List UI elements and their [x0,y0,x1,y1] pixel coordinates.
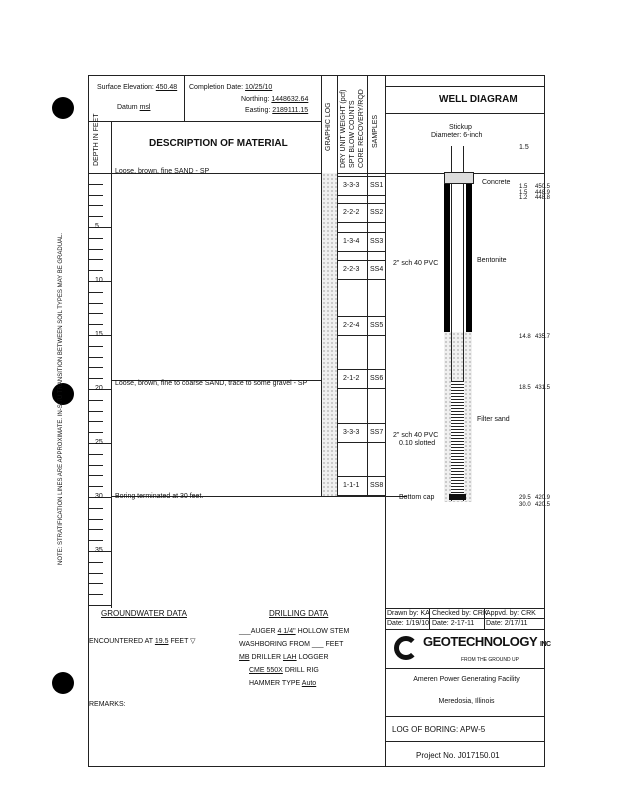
dry-unit-header: DRY UNIT WEIGHT (pcf) [340,89,347,168]
bentonite-right [466,172,472,332]
depth-tick [89,519,103,520]
sample-row [337,369,385,389]
sample-id: SS7 [370,429,384,436]
well-screen [451,381,464,496]
concrete-label: Concrete [482,179,511,186]
side-note: NOTE: STRATIFICATION LINES ARE APPROXIMATE. IN-SITU TRANSITION BETWEEN SOIL TYPES MAY BE GRADUAL. [58,232,64,565]
northing-value: 1448632.64 [271,96,309,103]
completion-date-label: Completion Date: [189,84,244,91]
logger-initials: LAH [282,654,297,661]
graphic-log-header: GRAPHIC LOG [325,102,332,151]
well-elevation: 420.5 [535,502,551,508]
depth-tick [89,421,103,422]
depth-tick [89,605,111,606]
well-depth: 29.5 [519,495,531,501]
depth-label: 25 [95,439,103,446]
sample-row [337,423,385,443]
well-stickup-label: Stickup [449,124,472,131]
washboring-label: WASHBORING FROM [239,641,310,648]
hammer-label: HAMMER TYPE [249,680,301,687]
depth-tick [89,238,103,239]
depth-tick [89,216,103,217]
company-tagline: FROM THE GROUND UP [461,657,519,663]
sample-id: SS4 [370,266,384,273]
depth-tick [89,195,103,196]
date-2: 2-17-11 [450,620,475,627]
well-depth: 30.0 [519,502,531,508]
groundwater-encountered: ENCOUNTERED AT [89,638,153,645]
remarks-label: REMARKS: [89,701,126,708]
surface-elevation-label: Surface Elevation: [97,84,154,91]
completion-date-value: 10/25/10 [245,84,273,91]
depth-header: DEPTH IN FEET [93,113,100,166]
date-label: Date: [387,620,404,627]
driller-label: DRILLER [251,654,282,661]
screen-slot-label: 0.10 slotted [399,440,436,447]
sample-id: SS2 [370,209,384,216]
punch-hole [52,97,74,119]
sample-blows: 3-3-3 [343,182,360,189]
samples-header: SAMPLES [372,114,379,148]
punch-hole [52,672,74,694]
depth-tick [89,184,103,185]
sample-blows: 3-3-3 [343,429,360,436]
logger-label: LOGGER [298,654,329,661]
depth-tick [89,357,103,358]
depth-tick [89,205,103,206]
depth-tick [89,454,103,455]
boring-log-sheet: Surface Elevation: 450.48 Datum msl Completion Date: 10/25/10 Northing: 1448632.64 Easting: 2189111.15 DEPTH IN FEET DESCRIPTION OF MATERIAL GRAPHIC LOG DRY UNIT WEIGHT (pcf) SPT BLOW COUNTS CORE RECOVERY/RQD SAMPLES WELL DIAGRAM 5 10 15 20 25 30 35 Loose, brown, fine SAND - SP Loose, brown, fine to coarse SAND, trace to some gravel - SP Boring terminated at 30 feet. 3-3-3 SS1 2-2-2 SS2 1-3-4 SS3 2-2-3 SS4 2-2-4 SS5 2-1-2 SS6 3-3-3 SS7 1-1-1 SS8 Stickup Diameter: 6-inch Concrete Bentonite 2" sch 40 PVC Filter sand 2" sch 40 PVC 0.10 slotted Bottom cap 1.5 1.5 450.5 1.5 448.9 1.2 448.8 14.8 435.7 18.5 431.5 29.5 420.9 30.0 420.5 GROUNDWATER DATA ENCOUNTERED AT 19.5 FEET ▽ DRILLING DATA ___AUGER 4 1/4" HOLLOW STEM WASHBORING FROM ___ FEET MB DRILLER LAH LOGGER CME 550X DRILL RIG HAMMER TYPE Auto REMARKS: Drawn by: KA Checked by: CRK Appvd. by: CRK Date: 1/19/10 Date: 2-17-11 Date: 2/17/11 GEOTECHNOLOGY INC FROM THE GROUND UP Ameren Power Generating Facility Meredosia, Illinois LOG OF BORING: APW-5 Project No. J017150.01 [88,75,545,767]
log-of-boring: LOG OF BORING: APW-5 [392,725,486,734]
filter-sand-label: Filter sand [477,416,510,423]
sample-blows: 2-2-2 [343,209,360,216]
groundwater-title: GROUNDWATER DATA [101,609,187,618]
spt-header: SPT BLOW COUNTS [349,100,356,168]
description-header: DESCRIPTION OF MATERIAL [149,138,288,149]
well-diameter-label: Diameter: 6-inch [431,132,483,139]
groundwater-depth: 19.5 [154,638,169,645]
datum-value: msl [139,104,151,111]
depth-tick [89,292,103,293]
well-depth: 1.5 [519,190,528,196]
sample-id: SS6 [370,375,384,382]
depth-tick [89,432,103,433]
depth-tick [89,540,103,541]
project-number: Project No. J017150.01 [416,751,500,760]
approved-by-initials: CRK [521,610,536,617]
sample-blows: 2-2-4 [343,322,360,329]
auger-prefix: AUGER [250,628,276,635]
rig-model: CME 550X [249,667,283,674]
groundwater-unit: FEET [170,638,189,645]
description-1: Loose, brown, fine SAND - SP [115,168,210,175]
depth-label: 20 [95,385,103,392]
depth-tick [89,400,103,401]
depth-label: 35 [95,547,103,554]
sample-id: SS3 [370,238,384,245]
depth-tick [89,303,103,304]
auger-size: 4 1/4" [277,628,296,635]
sample-blows: 2-2-3 [343,266,360,273]
sample-row [337,176,385,196]
checked-by-label: Checked by: [432,610,471,617]
well-depth: 14.8 [519,334,531,340]
auger-suffix: HOLLOW STEM [297,628,350,635]
depth-tick [89,583,103,584]
sample-blows: 1-1-1 [343,482,360,489]
riser-label: 2" sch 40 PVC [393,260,439,267]
depth-tick [89,378,103,379]
screen-label: 2" sch 40 PVC [393,432,439,439]
hammer-value: Auto [301,680,317,687]
description-2: Loose, brown, fine to coarse SAND, trace to some gravel - SP [115,380,308,387]
sample-row [337,203,385,223]
core-recovery-header: CORE RECOVERY/RQD [358,89,365,168]
northing-label: Northing: [241,96,270,103]
depth-tick [89,475,103,476]
depth-tick [89,324,103,325]
depth-label: 15 [95,331,103,338]
depth-tick [89,346,103,347]
rig-label: DRILL RIG [284,667,319,674]
well-elevation: 448.8 [535,195,551,201]
date-3: 2/17/11 [504,620,528,627]
well-elevation: 420.9 [535,495,551,501]
depth-label: 10 [95,277,103,284]
date-label-3: Date: [486,620,503,627]
client-name: Ameren Power Generating Facility [413,676,520,683]
depth-tick [89,173,111,174]
depth-label: 5 [95,223,99,230]
bottom-cap [449,494,466,500]
depth-tick [89,594,103,595]
sample-id: SS1 [370,182,384,189]
well-depth: 1.5 [519,184,528,190]
datum-label: Datum [117,104,138,111]
sample-id: SS8 [370,482,384,489]
depth-tick [89,465,103,466]
depth-tick [89,486,103,487]
depth-tick [89,227,111,228]
depth-tick [89,411,103,412]
easting-value: 2189111.15 [272,107,309,114]
bentonite-label: Bentonite [477,257,507,264]
company-suffix: INC [540,641,551,648]
date-1: 1/19/10 [405,620,430,627]
graphic-log-sand [322,173,337,496]
well-depth: 18.5 [519,385,531,391]
depth-tick [89,313,103,314]
sample-row [337,260,385,280]
depth-label: 30 [95,493,103,500]
depth-tick [89,270,103,271]
top-value: 1.5 [519,144,529,151]
easting-label: Easting: [245,107,271,114]
sample-row [337,476,385,496]
approved-by-label: Appvd. by: [486,610,520,617]
site-location: Meredosia, Illinois [438,698,495,705]
drawn-by: Drawn by: KA [387,610,430,617]
surface-elevation-value: 450.48 [155,84,178,91]
well-elevation: 450.5 [535,184,551,190]
well-elevation: 431.5 [535,385,551,391]
checked-by-initials: CRK [472,610,488,617]
well-depth: 1.2 [519,195,528,201]
sample-blows: 2-1-2 [343,375,360,382]
sample-blows: 1-3-4 [343,238,360,245]
depth-tick [89,573,103,574]
date-label-2: Date: [432,620,449,627]
drilling-title: DRILLING DATA [269,609,329,618]
description-3: Boring terminated at 30 feet. [115,493,204,500]
depth-tick [89,562,103,563]
well-diagram-header: WELL DIAGRAM [439,94,518,105]
depth-tick [89,367,103,368]
well-elevation: 435.7 [535,334,551,340]
depth-tick [89,259,103,260]
washboring-feet: FEET [325,641,344,648]
depth-tick [89,249,103,250]
sample-row [337,232,385,252]
depth-tick [89,508,103,509]
well-elevation: 448.9 [535,190,551,196]
company-name: GEOTECHNOLOGY [423,634,537,649]
sample-row [337,316,385,336]
bentonite-left [444,172,450,332]
bottom-cap-label: Bottom cap [399,494,435,501]
sample-id: SS5 [370,322,384,329]
depth-tick [89,529,103,530]
company-logo-icon [394,636,418,660]
concrete-pad [444,172,474,184]
driller-initials: MB [239,654,250,661]
